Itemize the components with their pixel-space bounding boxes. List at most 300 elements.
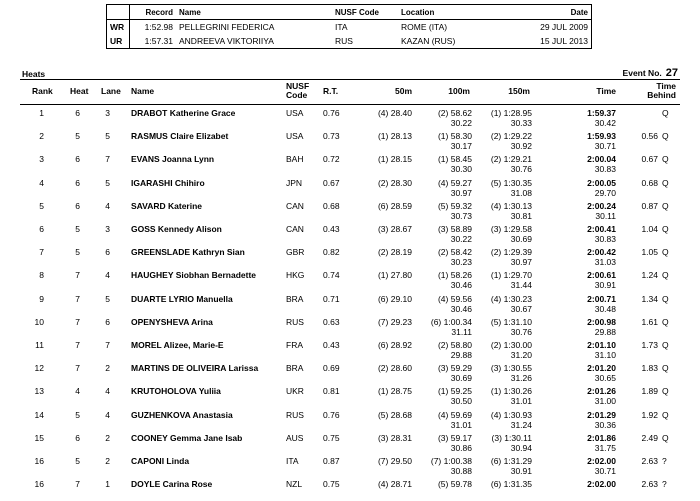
result-row [20,245,680,269]
result-s150: (1) 1:30.26 [490,386,532,397]
result-behind: 1.89 [641,386,658,397]
result-lane: 2 [105,432,110,443]
result-sp100: 30.30 [450,164,472,175]
result-rt: 0.82 [323,247,340,258]
result-sp100: 31.11 [451,326,472,337]
result-lane: 4 [105,409,110,420]
result-lane: 6 [105,247,110,258]
result-rt: 0.73 [323,131,340,142]
result-rt: 0.74 [323,270,340,281]
result-lane: 2 [105,363,110,374]
result-rt: 0.87 [323,456,340,466]
col-100m: 100m [448,86,470,96]
result-lane: 3 [105,224,110,234]
result-q: Q [662,131,669,142]
result-s50: (3) 28.67 [377,224,412,234]
event-label: Event No. [622,68,662,78]
result-sp150: 30.97 [510,257,532,268]
result-sp100: 31.01 [450,419,472,430]
result-heat: 7 [75,270,80,281]
result-sp200: 31.00 [594,396,616,407]
records-header-record: Record [130,5,177,20]
result-rank: 4 [39,177,44,188]
result-sp200: 30.83 [594,164,616,175]
result-s100: (4) 59.27 [437,177,472,188]
result-rank: 16 [34,479,44,490]
result-code: CAN [286,200,304,211]
result-name: OPENYSHEVA Arina [131,316,213,327]
result-heat: 7 [75,363,80,374]
result-code: HKG [286,270,305,281]
result-s50: (2) 28.30 [377,177,412,188]
result-row [20,338,680,362]
result-time: 2:00.71 [587,293,616,304]
result-behind: 0.56 [641,131,658,142]
col-nusf [286,82,309,100]
record-name: PELLEGRINI FEDERICA [179,22,275,32]
result-row [20,268,680,292]
result-s100: (5) 59.32 [437,200,472,211]
col-lane: Lane [101,86,121,96]
result-time: 2:01.26 [587,386,616,397]
col-name: Name [131,86,155,96]
result-time: 2:01.10 [587,340,616,350]
result-s150: (3) 1:29.58 [490,224,532,234]
result-s100: (3) 59.17 [437,432,472,443]
result-time: 1:59.93 [587,131,616,142]
record-date: 15 JUL 2013 [540,36,588,46]
result-rank: 14 [34,409,44,420]
result-code: GBR [286,247,305,258]
result-name: GUZHENKOVA Anastasia [131,409,233,420]
result-sp200: 30.71 [594,466,616,476]
result-heat: 7 [75,293,80,304]
result-lane: 6 [105,316,110,327]
record-row [107,20,592,35]
result-rank: 13 [34,386,44,397]
result-code: CAN [286,224,304,234]
result-behind: 0.68 [641,177,658,188]
result-lane: 5 [105,177,110,188]
result-lane: 2 [105,456,110,466]
result-sp150: 31.26 [510,373,532,384]
result-q: Q [662,316,669,327]
result-s50: (1) 28.75 [377,386,412,397]
results-header [20,79,680,105]
result-rt: 0.76 [323,108,340,118]
result-q: Q [662,432,669,443]
result-lane: 7 [105,340,110,350]
result-s150: (3) 1:30.55 [490,363,532,374]
result-rank: 3 [39,154,44,165]
event-number [623,67,678,79]
result-name: SAVARD Katerine [131,200,203,211]
result-name: CAPONI Linda [131,456,190,466]
col-nusf-line2: Code [286,90,308,100]
result-s150: (4) 1:30.93 [490,409,532,420]
result-rt: 0.72 [323,154,340,165]
result-lane: 4 [105,200,110,211]
result-rank: 12 [34,363,44,374]
result-sp100: 30.69 [450,373,472,384]
result-lane: 5 [105,131,110,142]
result-behind: 1.24 [641,270,658,281]
result-row [20,408,680,432]
result-code: USA [286,108,304,118]
result-name: KRUTOHOLOVA Yuliia [131,386,221,397]
result-time: 2:02.00 [587,479,616,490]
result-sp150: 30.76 [510,326,532,337]
result-time: 2:00.61 [587,270,616,281]
result-time: 1:59.37 [587,108,616,118]
result-sp150: 30.69 [510,234,532,244]
result-q: Q [662,247,669,258]
result-sp200: 30.36 [594,419,616,430]
record-time: 1:57.31 [144,36,173,46]
records-table [106,4,592,49]
result-s100: (6) 1:00.34 [430,316,472,327]
result-rt: 0.81 [323,386,340,397]
result-q: Q [662,363,669,374]
result-s50: (7) 29.23 [377,316,412,327]
result-s150: (2) 1:29.39 [490,247,532,258]
result-s100: (1) 58.30 [437,131,472,142]
result-behind: 1.05 [641,247,658,258]
result-sp100: 30.73 [450,210,472,221]
result-time: 2:00.05 [587,177,616,188]
result-name: MARTINS DE OLIVEIRA Larissa [131,363,259,374]
result-sp100: 30.46 [450,303,472,314]
section-title: Heats [22,69,46,79]
col-nusf-line1: NUSF [286,81,310,91]
result-sp150: 30.67 [510,303,532,314]
result-q: Q [662,340,669,350]
result-q: Q [662,154,669,165]
event-number-value: 27 [665,67,678,79]
result-rt: 0.43 [323,340,340,350]
result-lane: 4 [105,270,110,281]
result-sp200: 30.91 [594,280,616,291]
result-rank: 15 [34,432,44,443]
result-name: GREENSLADE Kathryn Sian [131,247,245,258]
result-code: RUS [286,409,304,420]
result-time: 2:00.98 [587,316,616,327]
result-rank: 16 [34,456,44,466]
records-header-date: Date [514,5,592,20]
result-rank: 2 [39,131,44,142]
result-row [20,315,680,339]
result-sp200: 31.03 [594,257,616,268]
result-sp200: 31.75 [594,442,616,453]
result-sp150: 30.92 [510,141,532,152]
result-sp200: 30.83 [594,234,616,244]
result-s100: (3) 59.29 [437,363,472,374]
records-header-location: Location [398,5,514,20]
result-heat: 6 [75,177,80,188]
result-behind: 1.73 [641,340,658,350]
result-sp150: 30.94 [510,442,532,453]
result-s100: (2) 58.62 [437,108,472,118]
record-location: KAZAN (RUS) [401,36,456,46]
result-heat: 7 [75,316,80,327]
result-s100: (5) 59.78 [437,479,472,490]
result-s100: (3) 58.89 [437,224,472,234]
result-s50: (6) 28.59 [377,200,412,211]
result-lane: 3 [105,108,110,118]
result-q: Q [662,270,669,281]
result-sp100: 30.88 [450,466,472,476]
result-rt: 0.68 [323,200,340,211]
result-behind: 2.63 [641,479,658,490]
record-row [107,34,592,49]
record-label: WR [107,20,130,35]
result-rt: 0.71 [323,293,340,304]
result-s150: (6) 1:31.35 [490,479,532,490]
result-q: ? [662,456,667,466]
result-s50: (4) 28.40 [377,108,412,118]
result-q: Q [662,409,669,420]
result-sp100: 30.23 [450,257,472,268]
result-row [20,431,680,455]
records-header-blank [107,5,130,20]
result-sp200: 30.48 [594,303,616,314]
result-code: USA [286,131,304,142]
result-s100: (7) 1:00.38 [430,456,472,466]
result-code: NZL [286,479,303,490]
result-lane: 7 [105,154,110,165]
result-behind: 0.67 [641,154,658,165]
result-s100: (2) 58.80 [437,340,472,350]
result-behind: 1.34 [641,293,658,304]
result-s50: (2) 28.60 [377,363,412,374]
record-location: ROME (ITA) [401,22,448,32]
result-sp150: 31.44 [510,280,532,291]
result-s50: (1) 28.13 [377,131,412,142]
col-rank: Rank [32,86,53,96]
result-name: IGARASHI Chihiro [131,177,205,188]
records-header-row [107,5,592,20]
result-s150: (3) 1:30.11 [491,432,532,443]
result-sp200: 30.42 [594,118,616,128]
result-time: 2:02.00 [587,456,616,466]
result-time: 2:01.29 [587,409,616,420]
result-code: AUS [286,432,304,443]
result-code: BRA [286,363,304,374]
result-sp150: 31.24 [510,419,532,430]
result-s50: (6) 29.10 [377,293,412,304]
result-heat: 6 [75,432,80,443]
result-q: Q [662,293,669,304]
result-row [20,222,680,246]
result-q: Q [662,108,669,118]
record-code: ITA [335,22,348,32]
result-s100: (1) 58.45 [437,154,472,165]
result-s50: (4) 28.71 [377,479,412,490]
result-rt: 0.75 [323,479,340,490]
result-s100: (1) 59.25 [437,386,472,397]
result-sp200: 31.10 [594,350,616,360]
result-sp150: 31.20 [510,350,532,360]
result-sp150: 30.81 [510,210,532,221]
result-rank: 8 [39,270,44,281]
result-time: 2:00.04 [587,154,616,165]
result-sp100: 30.50 [450,396,472,407]
result-row [20,129,680,153]
result-rank: 5 [39,200,44,211]
result-q: Q [662,386,669,397]
result-behind: 0.87 [641,200,658,211]
result-s150: (4) 1:30.23 [490,293,532,304]
result-s50: (1) 28.15 [377,154,412,165]
result-s150: (2) 1:29.21 [490,154,532,165]
result-code: ITA [286,456,299,466]
result-name: DUARTE LYRIO Manuella [131,293,233,304]
result-rt: 0.69 [323,363,340,374]
result-name: DRABOT Katherine Grace [131,108,236,118]
result-heat: 5 [75,131,80,142]
result-s100: (4) 59.69 [437,409,472,420]
result-name: GOSS Kennedy Alison [131,224,222,234]
result-row [20,152,680,176]
result-sp200: 30.71 [594,141,616,152]
result-time: 2:01.86 [587,432,616,443]
result-behind: 1.83 [641,363,658,374]
result-heat: 6 [75,108,80,118]
result-q: Q [662,224,669,234]
result-s150: (2) 1:29.22 [490,131,532,142]
result-row [20,106,680,130]
result-rank: 6 [39,224,44,234]
col-time-behind [626,82,676,100]
result-sp150: 30.76 [510,164,532,175]
result-q: Q [662,200,669,211]
result-rank: 9 [39,293,44,304]
result-sp200: 30.65 [594,373,616,384]
result-lane: 5 [105,293,110,304]
result-behind: 2.49 [641,432,658,443]
col-behind-line2: Behind [647,90,676,100]
result-row [20,292,680,316]
result-heat: 5 [75,409,80,420]
result-s50: (5) 28.68 [377,409,412,420]
result-q: ? [662,479,667,490]
result-sp150: 31.08 [510,187,532,198]
result-sp100: 30.22 [450,118,472,128]
result-sp100: 29.88 [450,350,472,360]
result-time: 2:01.20 [587,363,616,374]
result-rt: 0.75 [323,432,340,443]
result-s50: (7) 29.50 [377,456,412,466]
col-heat: Heat [70,86,89,96]
result-behind: 2.63 [641,456,658,466]
result-row [20,361,680,385]
col-rt: R.T. [323,86,339,96]
result-sp150: 30.33 [510,118,532,128]
result-lane: 1 [105,479,110,490]
result-s150: (2) 1:30.00 [490,340,532,350]
result-s150: (5) 1:31.10 [490,316,532,327]
result-s150: (4) 1:30.13 [490,200,532,211]
result-row [20,176,680,200]
result-row [20,384,680,408]
result-sp100: 30.86 [450,442,472,453]
result-rank: 10 [34,316,44,327]
result-s100: (2) 58.42 [437,247,472,258]
result-behind: 1.92 [641,409,658,420]
result-s150: (1) 1:28.95 [490,108,532,118]
result-rt: 0.76 [323,409,340,420]
result-s50: (1) 27.80 [377,270,412,281]
result-behind: 1.61 [641,316,658,327]
result-s150: (6) 1:31.29 [490,456,532,466]
result-behind: 1.04 [641,224,658,234]
result-s100: (4) 59.56 [437,293,472,304]
result-rank: 7 [39,247,44,258]
result-time: 2:00.24 [587,200,616,211]
result-row [20,477,680,501]
result-name: COONEY Gemma Jane Isab [131,432,243,443]
result-name: MOREL Alizee, Marie-E [131,340,224,350]
record-name: ANDREEVA VIKTORIIYA [179,36,274,46]
result-s150: (5) 1:30.35 [490,177,532,188]
records-header-code: NUSF Code [332,5,398,20]
col-150m: 150m [508,86,530,96]
result-name: EVANS Joanna Lynn [131,154,215,165]
result-code: RUS [286,316,304,327]
result-heat: 5 [75,456,80,466]
result-code: FRA [286,340,303,350]
result-row [20,454,680,478]
result-name: DOYLE Carina Rose [131,479,213,490]
result-heat: 6 [75,200,80,211]
result-heat: 5 [75,247,80,258]
result-s50: (3) 28.31 [377,432,412,443]
result-q: Q [662,177,669,188]
col-50m: 50m [394,86,412,96]
result-code: UKR [286,386,304,397]
result-heat: 7 [75,479,80,490]
result-heat: 4 [75,386,80,397]
result-lane: 4 [105,386,110,397]
result-code: BRA [286,293,304,304]
records-header-name: Name [176,5,332,20]
result-sp100: 30.97 [450,187,472,198]
result-heat: 6 [75,154,80,165]
record-code: RUS [335,36,353,46]
result-heat: 5 [75,224,80,234]
result-s150: (1) 1:29.70 [490,270,532,281]
result-name: RASMUS Claire Elizabet [131,131,229,142]
result-rt: 0.43 [323,224,340,234]
result-time: 2:00.41 [587,224,616,234]
result-time: 2:00.42 [587,247,616,258]
record-time: 1:52.98 [144,22,173,32]
result-sp150: 30.91 [510,466,532,476]
result-code: JPN [286,177,303,188]
result-s50: (6) 28.92 [377,340,412,350]
result-code: BAH [286,154,304,165]
result-rt: 0.63 [323,316,340,327]
result-row [20,199,680,223]
result-sp100: 30.46 [450,280,472,291]
result-sp150: 31.01 [510,396,532,407]
result-sp100: 30.17 [450,141,472,152]
result-rank: 11 [35,340,44,350]
result-s50: (2) 28.19 [377,247,412,258]
col-time: Time [596,86,616,96]
result-heat: 7 [75,340,80,350]
result-sp100: 30.22 [450,234,472,244]
